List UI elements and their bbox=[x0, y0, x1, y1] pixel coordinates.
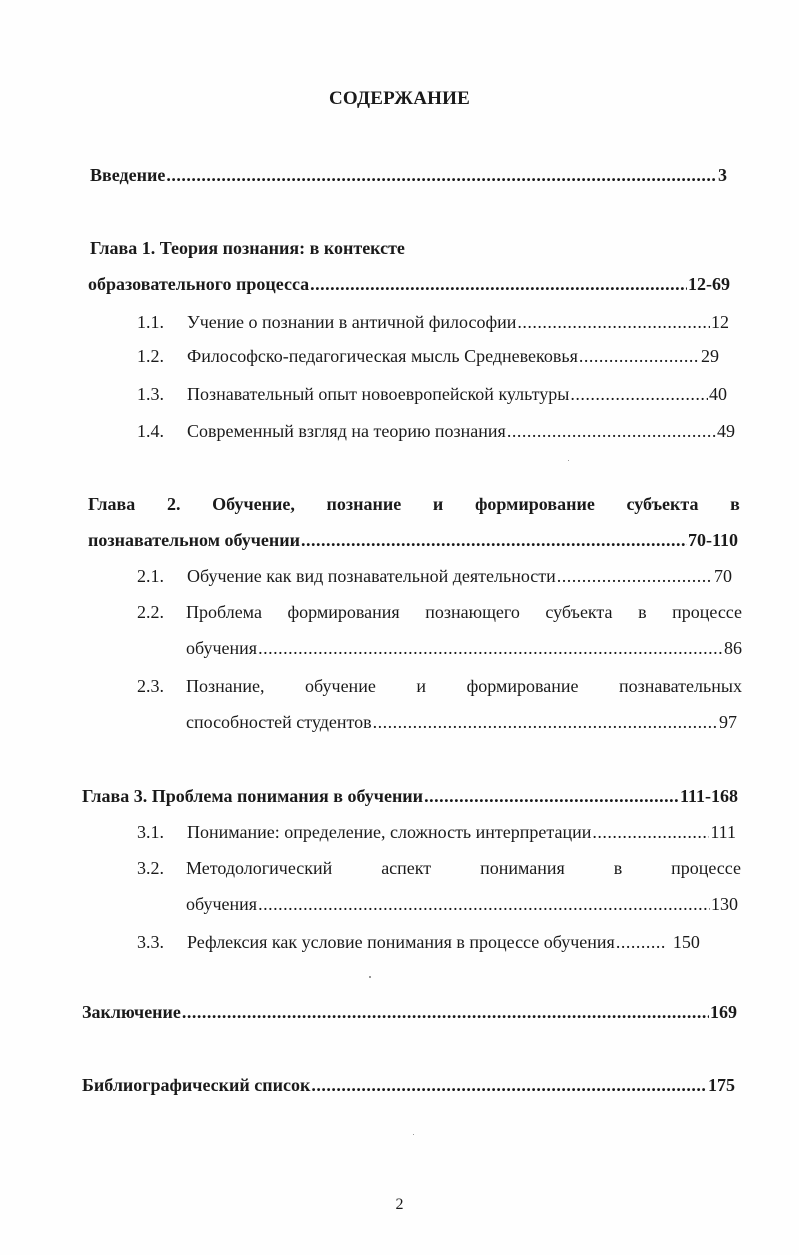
section-word: познающего bbox=[425, 602, 520, 622]
section-word: Познание, bbox=[186, 676, 265, 696]
section-title: Обучение как вид познавательной деятельности bbox=[187, 566, 556, 586]
toc-entry-label: Библиографический список bbox=[82, 1075, 311, 1095]
toc-page-number: 111 bbox=[710, 822, 736, 842]
section-number: 2.2. bbox=[137, 602, 164, 622]
toc-section-3-3 bbox=[137, 930, 737, 954]
section-title: Познавательный опыт новоевропейской культуры bbox=[187, 384, 570, 404]
scan-speck bbox=[369, 976, 371, 978]
toc-section-1-1 bbox=[137, 310, 729, 334]
toc-page-number: 70-110 bbox=[687, 530, 738, 550]
section-number: 2.1. bbox=[137, 566, 164, 586]
section-number: 1.1. bbox=[137, 312, 164, 332]
leader-dots bbox=[517, 310, 710, 334]
section-word: аспект bbox=[381, 858, 432, 878]
section-number: 3.1. bbox=[137, 822, 164, 842]
heading-word: субъекта bbox=[626, 494, 699, 514]
toc-page-number: 130 bbox=[711, 894, 738, 914]
toc-page-number: 12 bbox=[711, 312, 729, 332]
toc-page-number: 29 bbox=[701, 346, 719, 366]
leader-dots bbox=[373, 710, 718, 734]
section-title: обучения bbox=[186, 894, 258, 914]
section-title: обучения bbox=[186, 638, 258, 658]
section-title: Философско-педагогическая мысль Средневековья bbox=[187, 346, 578, 366]
section-title: Рефлексия как условие понимания в процессе обучения bbox=[187, 932, 615, 952]
section-word: познавательных bbox=[619, 676, 742, 696]
toc-page-number: 40 bbox=[709, 384, 727, 404]
section-number: 1.3. bbox=[137, 384, 164, 404]
toc-entry-bibliography bbox=[82, 1073, 735, 1097]
leader-dots bbox=[258, 892, 710, 916]
toc-section-1-4 bbox=[137, 419, 735, 443]
section-number: 1.2. bbox=[137, 346, 164, 366]
heading-word: Обучение, bbox=[212, 494, 295, 514]
leader-dots bbox=[592, 820, 709, 844]
leader-dots bbox=[570, 382, 708, 406]
toc-entry-label: образовательного процесса bbox=[88, 274, 310, 294]
section-word: процессе bbox=[672, 602, 742, 622]
toc-section-3-2-line1 bbox=[186, 856, 741, 880]
toc-page-number: 150 bbox=[672, 932, 700, 952]
toc-page-number: 49 bbox=[717, 421, 735, 441]
leader-dots bbox=[166, 163, 717, 187]
scan-speck bbox=[568, 460, 569, 461]
toc-entry-label: Введение bbox=[90, 165, 166, 185]
leader-dots bbox=[310, 272, 687, 296]
leader-dots bbox=[557, 564, 713, 588]
toc-entry-label: Глава 1. Теория познания: в контексте bbox=[90, 238, 405, 258]
toc-page-number: 70 bbox=[714, 566, 732, 586]
section-number: 3.2. bbox=[137, 858, 164, 878]
toc-page-number: 86 bbox=[724, 638, 742, 658]
section-word: субъекта bbox=[545, 602, 613, 622]
section-word: Проблема bbox=[186, 602, 262, 622]
section-word: понимания bbox=[480, 858, 565, 878]
leader-dots bbox=[182, 1000, 709, 1024]
heading-word: в bbox=[730, 494, 740, 514]
section-word: в bbox=[638, 602, 647, 622]
section-title: способностей студентов bbox=[186, 712, 372, 732]
leader-dots bbox=[579, 344, 700, 368]
toc-entry-conclusion bbox=[82, 1000, 737, 1024]
toc-page-number: 12-69 bbox=[688, 274, 730, 294]
section-number: 3.3. bbox=[137, 932, 164, 952]
toc-section-3-2-line2 bbox=[186, 892, 738, 916]
toc-page-number: 3 bbox=[718, 165, 727, 185]
toc-section-3-1 bbox=[137, 820, 736, 844]
toc-chapter-2-line2 bbox=[88, 528, 738, 552]
section-word: обучение bbox=[305, 676, 376, 696]
toc-section-2-2-line1 bbox=[186, 600, 742, 624]
scan-speck bbox=[413, 1134, 414, 1135]
section-word: процессе bbox=[671, 858, 741, 878]
toc-section-1-2 bbox=[137, 344, 719, 368]
section-word: формирование bbox=[466, 676, 579, 696]
section-word: и bbox=[416, 676, 427, 696]
leader-dots bbox=[424, 784, 679, 808]
toc-chapter-3-heading bbox=[82, 784, 738, 808]
toc-entry-label: Заключение bbox=[82, 1002, 181, 1022]
heading-word: формирование bbox=[474, 494, 595, 514]
toc-section-2-1 bbox=[137, 564, 732, 588]
toc-chapter-2-heading bbox=[88, 492, 740, 516]
heading-word: 2. bbox=[166, 494, 181, 514]
heading-word: познание bbox=[326, 494, 402, 514]
toc-entry-intro bbox=[90, 163, 727, 187]
section-title: Учение о познании в античной философии bbox=[187, 312, 517, 332]
toc-section-2-3-line2 bbox=[186, 710, 737, 734]
toc-entry-label: познавательном обучении bbox=[88, 530, 301, 550]
toc-title: СОДЕРЖАНИЕ bbox=[329, 88, 470, 109]
heading-word: Глава bbox=[88, 494, 136, 514]
toc-page-number: 111-168 bbox=[679, 786, 738, 806]
toc-section-2-2-line2 bbox=[186, 636, 742, 660]
heading-word: и bbox=[432, 494, 444, 514]
toc-chapter-1-heading bbox=[90, 236, 405, 260]
toc-section-2-3-line1 bbox=[186, 674, 742, 698]
toc-entry-label: Глава 3. Проблема понимания в обучении bbox=[82, 786, 424, 806]
toc-section-1-3 bbox=[137, 382, 727, 406]
toc-chapter-1-line2 bbox=[88, 272, 730, 296]
section-title: Понимание: определение, сложность интерпретации bbox=[187, 822, 592, 842]
toc-page-number: 175 bbox=[708, 1075, 735, 1095]
toc-page-number: 97 bbox=[719, 712, 737, 732]
section-word: в bbox=[613, 858, 623, 878]
leader-dots bbox=[301, 528, 687, 552]
leader-dots bbox=[311, 1073, 707, 1097]
page-number: 2 bbox=[395, 1196, 404, 1213]
section-word: формирования bbox=[287, 602, 400, 622]
section-number: 2.3. bbox=[137, 676, 164, 696]
section-title: Современный взгляд на теорию познания bbox=[187, 421, 506, 441]
toc-page-number: 169 bbox=[710, 1002, 737, 1022]
leader-dots bbox=[507, 419, 716, 443]
leader-dots bbox=[258, 636, 723, 660]
section-word: Методологический bbox=[186, 858, 333, 878]
section-number: 1.4. bbox=[137, 421, 164, 441]
leader-dots bbox=[616, 930, 666, 954]
